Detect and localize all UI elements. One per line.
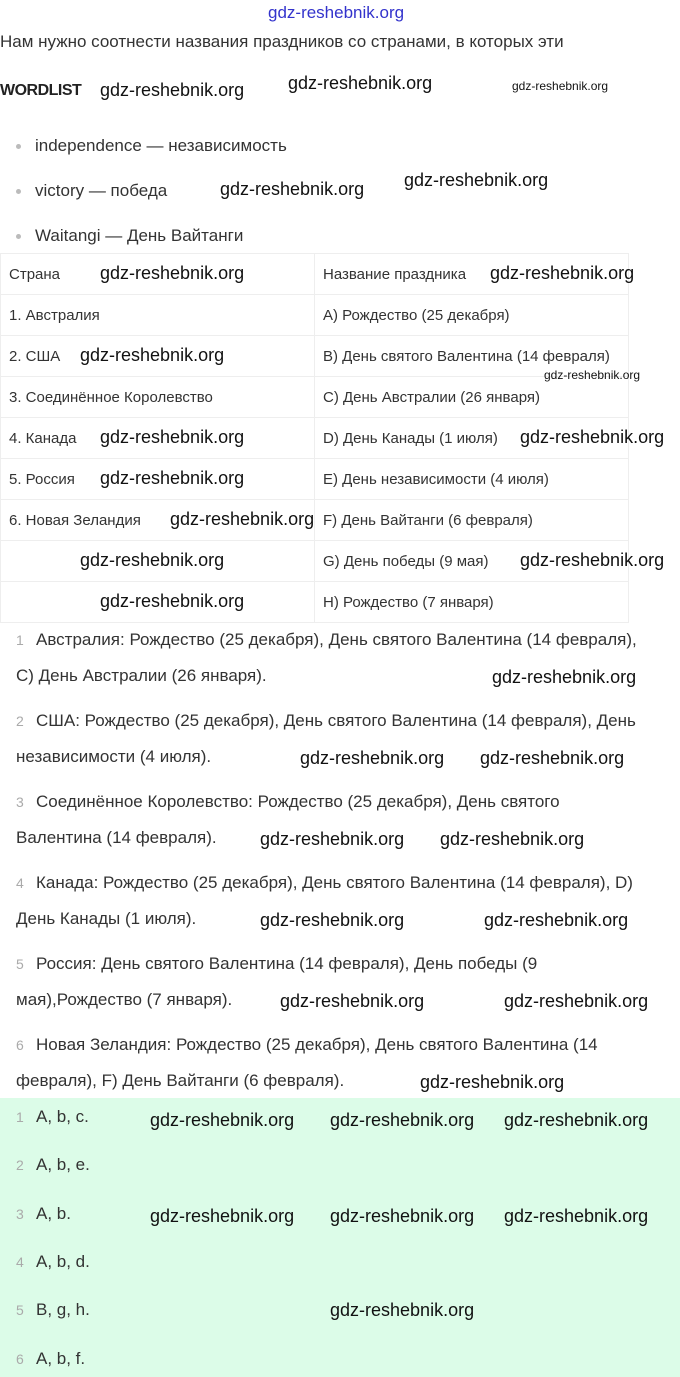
holiday-cell: H) Рождество (7 января) (315, 582, 629, 623)
short-answer-text: A, b, d. (36, 1251, 90, 1271)
short-answer-item (16, 1107, 89, 1127)
watermark: gdz-reshebnik.org (100, 427, 245, 447)
watermark: gdz-reshebnik.org (268, 3, 405, 22)
watermark: gdz-reshebnik.org (544, 368, 641, 382)
table-row (1, 377, 629, 418)
intro-text: Нам нужно соотнести названия праздников со странами, в которых эти (0, 32, 564, 51)
watermark: gdz-reshebnik.org (330, 1206, 475, 1226)
watermark: gdz-reshebnik.org (480, 748, 625, 768)
header-cell: Страна (1, 254, 315, 295)
watermark: gdz-reshebnik.org (80, 345, 225, 365)
answer-line: февраля), F) День Вайтанги (6 февраля). (16, 1071, 345, 1090)
watermark: gdz-reshebnik.org (100, 80, 245, 100)
bullet-icon (16, 144, 21, 149)
watermark: gdz-reshebnik.org (260, 910, 405, 930)
short-answer-text: B, g, h. (36, 1300, 90, 1320)
watermark: gdz-reshebnik.org (420, 1072, 565, 1092)
answer-line: Валентина (14 февраля). (16, 828, 217, 847)
watermark: gdz-reshebnik.org (170, 509, 315, 529)
watermark: gdz-reshebnik.org (504, 991, 649, 1011)
item-number: 1 (16, 632, 24, 648)
watermark: gdz-reshebnik.org (100, 263, 245, 283)
short-answer-text: A, b, e. (36, 1155, 90, 1175)
wordlist-item (16, 136, 287, 156)
table-row (1, 295, 629, 336)
table-row (1, 500, 629, 541)
country-cell: 2. США (1, 336, 315, 377)
bullet-icon (16, 234, 21, 239)
bullet-icon (16, 189, 21, 194)
answer-line: Соединённое Королевство: Рождество (25 декабря), День святого (36, 792, 560, 811)
holiday-cell: D) День Канады (1 июля) (315, 418, 629, 459)
country-cell: 6. Новая Зеландия (1, 500, 315, 541)
watermark: gdz-reshebnik.org (288, 73, 433, 93)
answer-line: C) День Австралии (26 января). (16, 666, 267, 685)
item-number: 3 (16, 1205, 24, 1222)
watermark: gdz-reshebnik.org (490, 263, 635, 283)
watermark: gdz-reshebnik.org (260, 829, 405, 849)
answer-line: Россия: День святого Валентина (14 февраля), День победы (9 (36, 954, 538, 973)
table-row (1, 582, 629, 623)
answer-line: День Канады (1 июля). (16, 909, 197, 928)
wordlist-item (16, 226, 243, 246)
watermark: gdz-reshebnik.org (100, 468, 245, 488)
watermark: gdz-reshebnik.org (280, 991, 425, 1011)
holiday-cell: A) Рождество (25 декабря) (315, 295, 629, 336)
holiday-cell: B) День святого Валентина (14 февраля) (315, 336, 629, 377)
item-number: 5 (16, 956, 24, 972)
watermark: gdz-reshebnik.org (150, 1206, 295, 1226)
holiday-cell: E) День независимости (4 июля) (315, 459, 629, 500)
watermark: gdz-reshebnik.org (330, 1110, 475, 1130)
holiday-cell: F) День Вайтанги (6 февраля) (315, 500, 629, 541)
watermark: gdz-reshebnik.org (150, 1110, 295, 1130)
wordlist-title: WORDLIST (0, 82, 82, 99)
watermark: gdz-reshebnik.org (504, 1110, 649, 1130)
watermark: gdz-reshebnik.org (492, 667, 637, 687)
country-cell: 1. Австралия (1, 295, 315, 336)
watermark: gdz-reshebnik.org (520, 427, 665, 447)
table-row (1, 459, 629, 500)
answer-line: Новая Зеландия: Рождество (25 декабря), День святого Валентина (14 (36, 1035, 598, 1054)
short-answer-item (16, 1349, 85, 1369)
item-number: 1 (16, 1109, 24, 1125)
short-answer-text: A, b. (36, 1203, 71, 1223)
watermark: gdz-reshebnik.org (520, 550, 665, 570)
answer-line: Канада: Рождество (25 декабря), День святого Валентина (14 февраля), D) (36, 873, 633, 892)
answer-line: независимости (4 июля). (16, 747, 212, 766)
item-number: 3 (16, 794, 24, 810)
watermark: gdz-reshebnik.org (300, 748, 445, 768)
item-number: 4 (16, 875, 24, 891)
short-answers-panel (0, 1098, 680, 1377)
item-number: 5 (16, 1302, 24, 1319)
item-number: 6 (16, 1350, 24, 1367)
wordlist-text: independence — независимость (35, 136, 287, 155)
answer-item (16, 1027, 676, 1099)
wordlist-item (16, 181, 167, 201)
answer-line: США: Рождество (25 декабря), День святого Валентина (14 февраля), День (36, 711, 636, 730)
short-answer-item (16, 1252, 90, 1272)
item-number: 4 (16, 1253, 24, 1270)
watermark: gdz-reshebnik.org (512, 79, 609, 93)
country-cell: 3. Соединённое Королевство (1, 377, 315, 418)
header-cell: Название праздника (315, 254, 629, 295)
item-number: 6 (16, 1037, 24, 1053)
watermark: gdz-reshebnik.org (404, 170, 549, 190)
short-answer-text: A, b, f. (36, 1348, 86, 1368)
short-answer-item (16, 1155, 90, 1175)
item-number: 2 (16, 713, 24, 729)
watermark: gdz-reshebnik.org (484, 910, 629, 930)
country-cell: 5. Россия (1, 459, 315, 500)
holiday-cell: G) День победы (9 мая) (315, 541, 629, 582)
watermark: gdz-reshebnik.org (80, 550, 225, 570)
watermark: gdz-reshebnik.org (504, 1206, 649, 1226)
wordlist-text: Waitangi — День Вайтанги (35, 226, 244, 245)
answer-line: Австралия: Рождество (25 декабря), День святого Валентина (14 февраля), (36, 630, 637, 649)
holiday-cell: C) День Австралии (26 января) (315, 377, 629, 418)
wordlist-text: victory — победа (35, 181, 168, 200)
watermark: gdz-reshebnik.org (100, 591, 245, 611)
country-cell: 4. Канада (1, 418, 315, 459)
item-number: 2 (16, 1157, 24, 1174)
short-answer-item (16, 1204, 71, 1224)
short-answer-text: A, b, c. (36, 1107, 89, 1126)
watermark: gdz-reshebnik.org (220, 179, 365, 199)
watermark: gdz-reshebnik.org (330, 1300, 475, 1320)
short-answer-item (16, 1300, 90, 1320)
answer-line: мая),Рождество (7 января). (16, 990, 233, 1009)
watermark: gdz-reshebnik.org (440, 829, 585, 849)
